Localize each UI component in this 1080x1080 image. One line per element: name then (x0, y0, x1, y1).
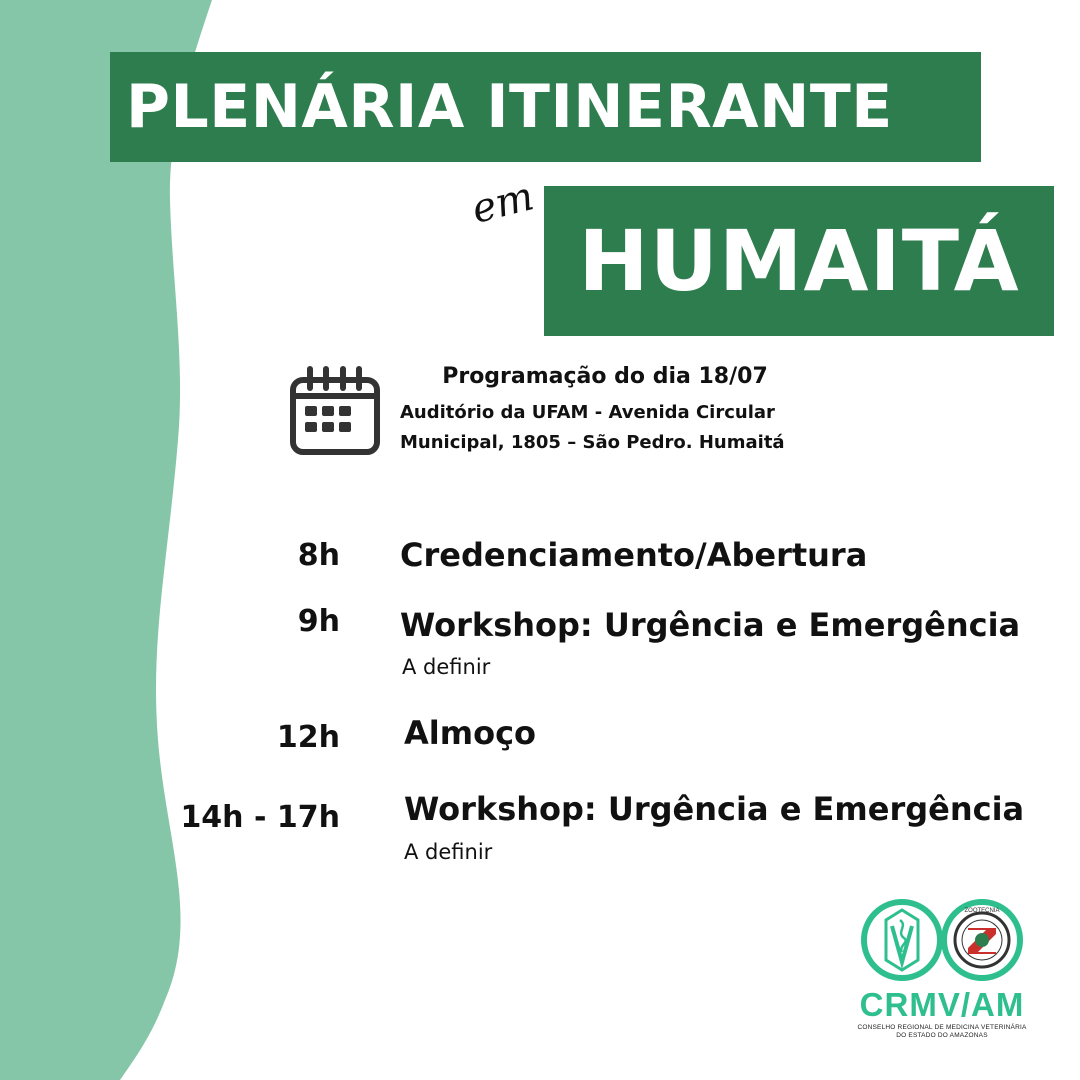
schedule-detail: A definir (402, 655, 491, 679)
schedule-time: 14h - 17h (180, 800, 340, 835)
schedule-event: Almoço (404, 714, 537, 752)
program-title: Programação do dia 18/07 (442, 364, 768, 389)
schedule-event: Workshop: Urgência e Emergência (400, 606, 1021, 644)
city-banner (544, 186, 1054, 336)
venue-line-1: Auditório da UFAM - Avenida Circular (400, 402, 775, 423)
title-banner (110, 52, 981, 162)
city-title: HUMAITÁ (578, 212, 1020, 310)
venue-line-2: Municipal, 1805 – São Pedro. Humaitá (400, 432, 785, 453)
calendar-icon (288, 366, 382, 458)
schedule-time: 9h (297, 604, 340, 639)
schedule-detail: A definir (404, 840, 493, 864)
connector-word: em (467, 173, 539, 233)
brand-subtitle-1: CONSELHO REGIONAL DE MEDICINA VETERINÁRIA (857, 1024, 1027, 1031)
brand-name: CRMV/AM (859, 986, 1025, 1023)
brand-subtitle-2: DO ESTADO DO AMAZONAS (896, 1032, 988, 1039)
schedule-time: 8h (297, 538, 340, 573)
schedule-time: 12h (276, 720, 340, 755)
svg-text:ZOOTECNIA: ZOOTECNIA (964, 908, 1000, 914)
schedule-event: Workshop: Urgência e Emergência (404, 790, 1025, 828)
page-title: PLENÁRIA ITINERANTE (126, 72, 893, 142)
schedule-event: Credenciamento/Abertura (400, 536, 868, 574)
